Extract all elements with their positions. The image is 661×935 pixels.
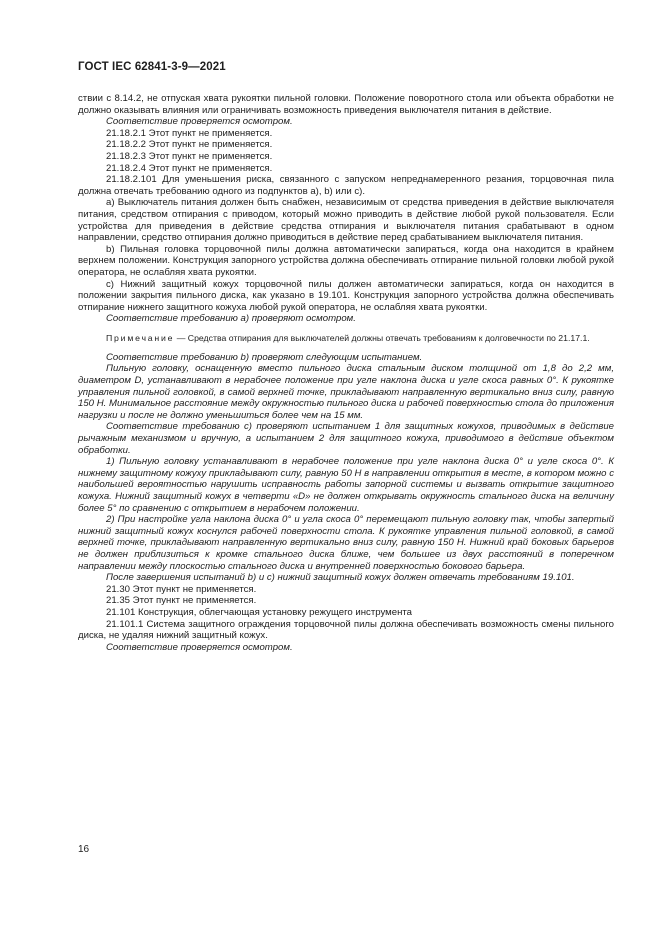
clause-item: 21.18.2.1 Этот пункт не применяется. xyxy=(106,127,273,139)
document-header: ГОСТ IEC 62841-3-9—2021 xyxy=(78,61,226,73)
test-description: 2) При настройке угла наклона диска 0° и угла скоса 0° перемещают пильную головку так, чтобы запертый нижний защитный кожух коснулся рабочей поверхности стола. К рукоятке управления пильной головкой, в самой верхней точке, прикладывают направленную вертикально вниз силу, равную 150 Н. Нижний край боковых барьеров не должен приблизиться к кромке стального диска ближе, чем большее из двух расстояний в поперечном направлении между плоскостью стального диска и внутренней поверхностью бокового барьера. xyxy=(78,514,614,572)
page-number: 16 xyxy=(78,844,90,855)
note-text: — Средства отпирания для выключателей должны отвечать требованиям к долговечности по 21.17.1. xyxy=(174,332,590,343)
clause-item: 21.35 Этот пункт не применяется. xyxy=(106,595,257,607)
test-description: Пильную головку, оснащенную вместо пильного диска стальным диском толщиной от 1,8 до 2,2 мм, диаметром D, устанавливают в нерабочее положение при угле наклона диска и угле скоса равных 0°. К рукоятке управления пильной головкой, в самой верхней точке, прикладывают направленную вертикально вниз силу, равную 150 Н. Минимальное расстояние между окружностью пильного диска и рабочей поверхностью стола до приложения нагрузки и после не должно уменьшиться более чем на 15 мм. xyxy=(78,363,614,421)
compliance-check: Соответствие требованию с) проверяют испытанием 1 для защитных кожухов, приводимых в действие рычажным механизмом и вручную, а испытанием 2 для защитного кожуха, приводимого в действие объектом обработки. xyxy=(78,421,614,456)
compliance-check: Соответствие требованию b) проверяют следующим испытанием. xyxy=(106,351,423,363)
clause-item: 21.30 Этот пункт не применяется. xyxy=(106,583,257,595)
clause-item: 21.18.2.4 Этот пункт не применяется. xyxy=(106,162,273,174)
clause-item: 21.18.2.2 Этот пункт не применяется. xyxy=(106,139,273,151)
paragraph: ствии с 8.14.2, не отпуская хвата рукоятки пильной головки. Положение поворотного стола или объекта обработки не должно оказывать влияния или ограничивать возможность приведения выключателя питания в действие. xyxy=(78,93,614,116)
compliance-check: Соответствие проверяется осмотром. xyxy=(106,116,293,128)
compliance-check: Соответствие проверяется осмотром. xyxy=(106,641,293,653)
subclause-b: b) Пильная головка торцовочной пилы должна автоматически запираться, когда она находится в крайнем верхнем положении. Конструкция запорного устройства должна обеспечивать отпирание пильной головки любой рукой оператора, не ослабляя хвата рукоятки. xyxy=(78,243,614,278)
clause-item: 21.18.2.101 Для уменьшения риска, связанного с запуском непреднамеренного резания, торцовочная пила должна отвечать требованию одного из подпунктов a), b) или с). xyxy=(78,174,614,197)
note-label: Примечание xyxy=(106,332,175,343)
subclause-c: c) Нижний защитный кожух торцовочной пилы должен автоматически запираться, когда он находится в положении закрытия пильного диска, как указано в 19.101. Конструкция запорного устройства должна обеспечивать отпирание нижнего защитного кожуха любой рукой оператора, не ослабляя хвата рукоятки. xyxy=(78,278,614,313)
test-description: После завершения испытаний b) и с) нижний защитный кожух должен отвечать требованиям 19.101. xyxy=(106,572,575,584)
clause-item: 21.101.1 Система защитного ограждения торцовочной пилы должна обеспечивать возможность смены пильного диска, не удаляя нижний защитный кожух. xyxy=(78,618,614,642)
test-description: 1) Пильную головку устанавливают в нерабочее положение при угле наклона диска 0° и угле скоса 0°. К нижнему защитному кожуху прикладывают силу, равную 50 Н в направлении открытия в месте, в котором можно с наибольшей вероятностью нарушить исправность работы запорной системы и вызвать открытие защитного кожуха. Нижний защитный кожух в четверти «D» не должен открывать окружность стального диска на величину более 5° по сравнению с открытием в нерабочем положении. xyxy=(78,456,614,514)
compliance-check: Соответствие требованию а) проверяют осмотром. xyxy=(106,313,356,325)
document-body xyxy=(78,93,614,653)
subclause-a: a) Выключатель питания должен быть снабжен, независимым от средства приведения в действие выключателя питания, средством отпирания с приводом, который можно приводить в действие любой рукой пользователя. Если устройства для приведения в действие средства отпирания и выключателя питания срабатывают в одном направлении, средство отпирания должно приводиться в действие перед срабатыванием выключателя питания. xyxy=(78,197,614,244)
clause-heading: 21.101 Конструкция, облегчающая установку режущего инструмента xyxy=(106,606,412,618)
note xyxy=(78,333,614,344)
clause-item: 21.18.2.3 Этот пункт не применяется. xyxy=(106,150,273,162)
